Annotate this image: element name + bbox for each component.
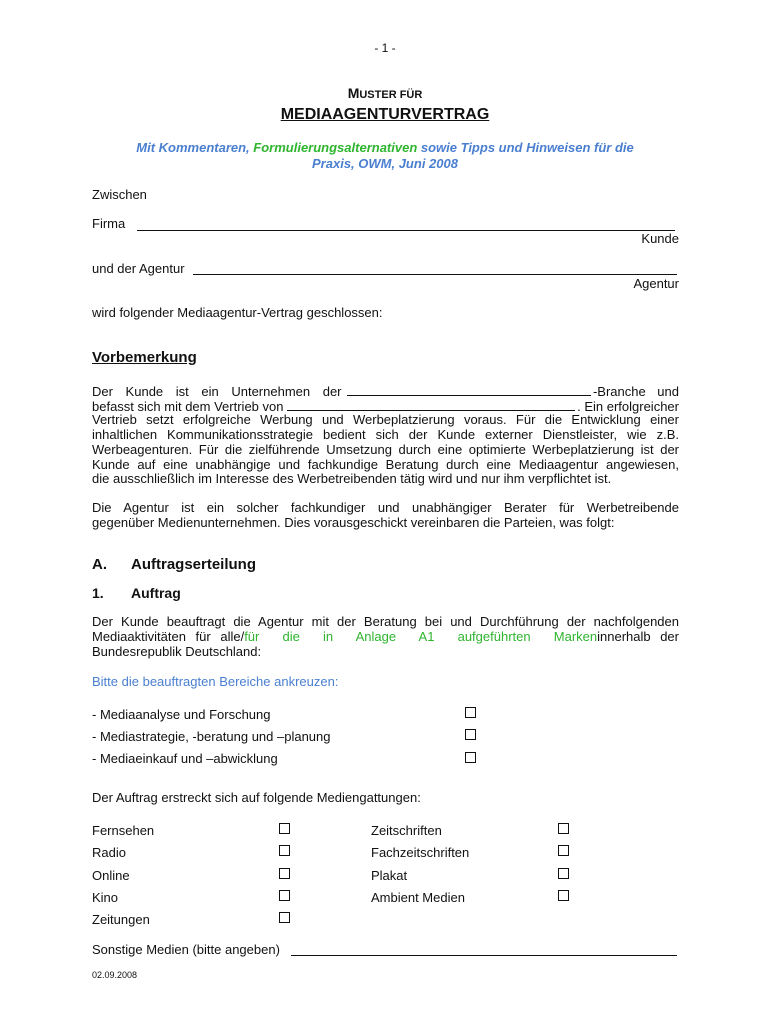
media-label-plakat: Plakat [371, 868, 408, 883]
branche-suffix: -Branche und [592, 384, 679, 399]
auftrag-line-2-b: innerhalb der [597, 629, 679, 644]
other-media-input-line[interactable] [291, 955, 677, 956]
auftrag-line-3: Bundesrepublik Deutschland: [92, 644, 262, 659]
media-checkbox-fachzeitschriften[interactable] [558, 845, 569, 856]
area-label-einkauf: - Mediaeinkauf und –abwicklung [92, 751, 278, 766]
branche-input-line[interactable] [347, 382, 591, 396]
area-label-analyse: - Mediaanalyse und Forschung [92, 707, 271, 722]
kunde-label: Kunde [641, 231, 679, 246]
area-checkbox-analyse[interactable] [465, 707, 476, 718]
subtitle-green: Formulierungsalternativen [253, 140, 418, 155]
vertrieb-suffix: . Ein erfolgreicher [577, 399, 679, 414]
media-label-radio: Radio [92, 845, 126, 860]
area-checkbox-strategie[interactable] [465, 729, 476, 740]
media-checkbox-fernsehen[interactable] [279, 823, 290, 834]
area-checkbox-einkauf[interactable] [465, 752, 476, 763]
auftrag-brands-green: für die in Anlage A1 aufgeführten Marken [244, 629, 598, 644]
other-media-label: Sonstige Medien (bitte angeben) [92, 942, 280, 957]
pretitle-rest: USTER FÜR [359, 89, 423, 101]
subsection-title: Auftrag [131, 585, 181, 601]
media-label-fernsehen: Fernsehen [92, 823, 155, 838]
auftrag-line-2-a: Mediaaktivitäten für alle/ [92, 629, 245, 644]
media-checkbox-ambient[interactable] [558, 890, 569, 901]
zwischen-label: Zwischen [92, 187, 147, 202]
media-checkbox-kino[interactable] [279, 890, 290, 901]
subtitle-line-2: Praxis, OWM, Juni 2008 [312, 156, 458, 171]
section-a-letter: A. [92, 556, 107, 573]
subtitle-line-1 [0, 140, 770, 155]
contract-intro: wird folgender Mediaagentur-Vertrag geschlossen: [92, 305, 383, 320]
media-label-fachzeitschriften: Fachzeitschriften [371, 845, 470, 860]
media-checkbox-online[interactable] [279, 868, 290, 879]
document-pretitle [0, 85, 770, 103]
pretitle-initial: M [347, 85, 360, 101]
media-intro: Der Auftrag erstreckt sich auf folgende Mediengattungen: [92, 790, 421, 805]
vorbemerkung-line-4: inhaltlichen Kommunikationsstrategie bedient sich der Kunde externer Dienstleister, wie z.B. [92, 427, 679, 442]
vorbemerkung-line-7: die ausschließlich im Interesse des Werbetreibenden tätig wird und nur ihm verpflichtet ist. [92, 471, 612, 486]
branche-text: Der Kunde ist ein Unternehmen der [92, 384, 342, 399]
media-checkbox-radio[interactable] [279, 845, 290, 856]
subtitle-part-b: sowie Tipps und Hinweisen für die [417, 140, 634, 155]
vorbemerkung-line-5: Werbeagenturen. Für die zielführende Umsetzung durch eine optimierte Werbeplatzierung ist der [92, 442, 679, 457]
firma-label: Firma [92, 216, 126, 231]
checkbox-hint: Bitte die beauftragten Bereiche ankreuzen: [92, 674, 339, 689]
page-number: - 1 - [374, 41, 396, 55]
agentur-intro-label: und der Agentur [92, 261, 185, 276]
agentur-input-line[interactable] [193, 274, 677, 275]
vertrieb-input-line[interactable] [287, 397, 575, 411]
footer-date: 02.09.2008 [92, 970, 138, 980]
media-label-online: Online [92, 868, 130, 883]
vorbemerkung-heading: Vorbemerkung [92, 349, 197, 366]
media-label-ambient: Ambient Medien [371, 890, 465, 905]
vorbemerkung-p2-line-2: gegenüber Medienunternehmen. Dies vorausgeschickt vereinbaren die Parteien, was folgt: [92, 515, 615, 530]
vertrieb-text: befasst sich mit dem Vertrieb von [92, 399, 284, 414]
area-label-strategie: - Mediastrategie, -beratung und –planung [92, 729, 331, 744]
auftrag-line-2 [92, 629, 679, 644]
agentur-label: Agentur [633, 276, 679, 291]
media-label-zeitschriften: Zeitschriften [371, 823, 442, 838]
media-checkbox-plakat[interactable] [558, 868, 569, 879]
section-a-title: Auftragserteilung [131, 556, 257, 573]
media-label-kino: Kino [92, 890, 119, 905]
media-checkbox-zeitungen[interactable] [279, 912, 290, 923]
subtitle-part-a: Mit Kommentaren, [136, 140, 254, 155]
media-label-zeitungen: Zeitungen [92, 912, 150, 927]
vorbemerkung-line-3: Vertrieb setzt erfolgreiche Werbung und Werbeplatzierung voraus. Für die Entwicklung einer [92, 412, 679, 427]
document-title: MEDIAAGENTURVERTRAG [280, 106, 490, 123]
media-checkbox-zeitschriften[interactable] [558, 823, 569, 834]
vorbemerkung-line-6: Kunde auf eine unabhängige und fachkundige Beratung durch eine Mediaagentur angewiesen, [92, 457, 679, 472]
subsection-number: 1. [92, 585, 104, 601]
auftrag-line-1: Der Kunde beauftragt die Agentur mit der Beratung bei und Durchführung der nachfolgenden [92, 614, 679, 629]
vorbemerkung-p2-line-1: Die Agentur ist ein solcher fachkundiger und unabhängiger Berater für Werbetreibende [92, 500, 679, 515]
